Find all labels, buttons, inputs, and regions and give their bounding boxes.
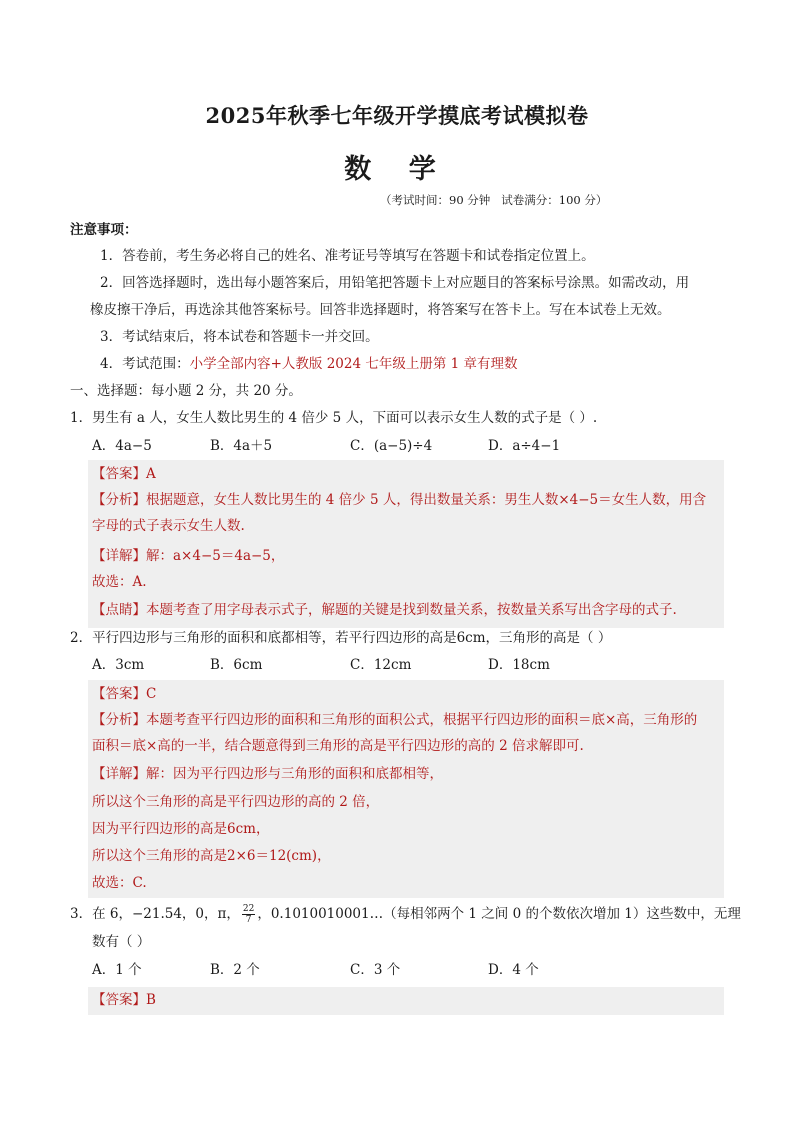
q3-answer-block <box>88 987 724 1015</box>
q1-option-c: C．(a−5)÷4 <box>350 438 433 454</box>
q2-answer: 【答案】C <box>92 686 157 702</box>
section-heading: 一、选择题：每小题 2 分，共 20 分。 <box>70 383 302 399</box>
q2-detail-choice: 故选：C. <box>92 875 147 891</box>
q2-analysis: 【分析】本题考查平行四边形的面积和三角形的面积公式，根据平行四边形的面积＝底×高，三角形的 <box>92 712 698 728</box>
q1-detail-choice: 故选：A. <box>92 574 147 590</box>
notice-item-1: 1．答卷前，考生务必将自己的姓名、准考证号等填写在答题卡和试卷指定位置上。 <box>100 248 595 264</box>
notice-item-2: 2．回答选择题时，选出每小题答案后，用铅笔把答题卡上对应题目的答案标号涂黑。如需改动，用 <box>100 275 690 291</box>
q2-detail-line-2: 所以这个三角形的高是平行四边形的高的 2 倍， <box>92 794 380 810</box>
q1-analysis: 【分析】根据题意，女生人数比男生的 4 倍少 5 人，得出数量关系：男生人数×4−5＝女生人数，用含 <box>92 492 707 508</box>
q3-option-d: D．4 个 <box>488 962 539 978</box>
q3-stem-cont: 数有（ ） <box>92 934 151 950</box>
exam-title: 2025年秋季七年级开学摸底考试模拟卷 <box>205 103 589 128</box>
q3-stem: 3．在 6，−21.54，0，π， $\frac{22}{7}$ ，0.1010010001…（每相邻两个 1 之间 0 的个数依次增加 1）这些数中，无理 <box>70 904 741 925</box>
q1-answer: 【答案】A <box>92 466 156 482</box>
q1-comment: 【点睛】本题考查了用字母表示式子，解题的关键是找到数量关系，按数量关系写出含字母的式子. <box>92 602 677 618</box>
notice-item-4 <box>100 354 518 374</box>
fraction-22-7: $\frac{22}{7}$ <box>242 904 255 925</box>
q3-answer: 【答案】B <box>92 992 156 1008</box>
q3-option-a: A．1 个 <box>92 962 142 978</box>
q2-option-c: C．12cm <box>350 657 412 673</box>
q3-option-c: C．3 个 <box>350 962 401 978</box>
q2-stem: 2．平行四边形与三角形的面积和底都相等，若平行四边形的高是6cm，三角形的高是（ ） <box>70 630 612 646</box>
q1-stem: 1．男生有 a 人，女生人数比男生的 4 倍少 5 人，下面可以表示女生人数的式子是（ ）. <box>70 410 598 426</box>
q1-option-d: D．a÷4−1 <box>488 438 561 454</box>
q2-detail-line-3: 因为平行四边形的高是6cm， <box>92 821 270 837</box>
q1-option-b: B．4a＋5 <box>210 438 273 454</box>
q2-detail: 【详解】解：因为平行四边形与三角形的面积和底都相等， <box>92 766 443 782</box>
q2-option-b: B．6cm <box>210 657 263 673</box>
q1-detail: 【详解】解：a×4−5＝4a−5， <box>92 548 285 564</box>
notice-heading: 注意事项： <box>70 222 138 238</box>
q2-option-d: D．18cm <box>488 657 550 673</box>
q3-option-b: B．2 个 <box>210 962 260 978</box>
notice-item-2-cont: 橡皮擦干净后，再选涂其他答案标号。回答非选择题时，将答案写在答卡上。写在本试卷上无效。 <box>90 302 671 318</box>
q2-option-a: A．3cm <box>92 657 145 673</box>
notice-item-3: 3．考试结束后，将本试卷和答题卡一并交回。 <box>100 329 379 345</box>
q1-analysis-cont: 字母的式子表示女生人数. <box>92 518 245 534</box>
scope-label: 4．考试范围： <box>100 356 190 372</box>
q2-analysis-cont: 面积＝底×高的一半，结合题意得到三角形的高是平行四边形的高的 2 倍求解即可. <box>92 738 584 754</box>
q2-detail-line-4: 所以这个三角形的高是2×6＝12(cm)， <box>92 848 331 864</box>
q1-option-a: A．4a−5 <box>92 438 152 454</box>
scope-value: 小学全部内容+人教版 2024 七年级上册第 1 章有理数 <box>189 356 518 372</box>
subject-title: 数 学 <box>344 154 450 185</box>
exam-info: （考试时间：90 分钟 试卷满分：100 分） <box>380 193 608 207</box>
